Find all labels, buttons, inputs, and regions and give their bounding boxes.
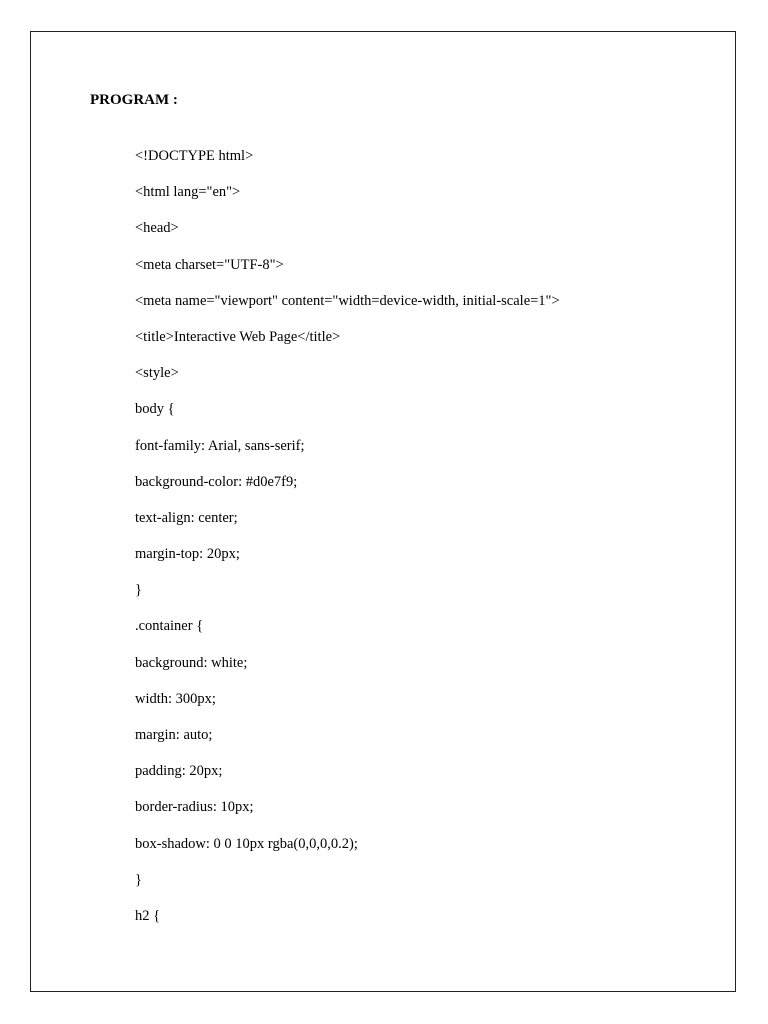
code-line: <!DOCTYPE html>: [135, 148, 254, 164]
program-heading: PROGRAM :: [90, 92, 178, 108]
code-line: }: [135, 871, 142, 888]
code-line: <title>Interactive Web Page</title>: [135, 328, 341, 345]
code-line: background: white;: [135, 654, 248, 671]
code-line: border-radius: 10px;: [135, 799, 254, 816]
code-line: <head>: [135, 220, 179, 237]
code-line: background-color: #d0e7f9;: [135, 473, 298, 490]
code-line: margin: auto;: [135, 727, 213, 743]
code-line: padding: 20px;: [135, 763, 223, 780]
code-line: width: 300px;: [135, 690, 216, 707]
code-line: margin-top: 20px;: [135, 546, 240, 563]
code-line: body {: [135, 401, 175, 418]
code-line: text-align: center;: [135, 509, 238, 526]
code-line: box-shadow: 0 0 10px rgba(0,0,0,0.2);: [135, 835, 358, 852]
code-line: .container {: [135, 618, 204, 635]
code-line: <style>: [135, 365, 179, 382]
code-line: <meta charset="UTF-8">: [135, 256, 284, 273]
code-listing: [135, 147, 560, 943]
code-line: }: [135, 582, 142, 599]
code-line: <meta name="viewport" content="width=device-width, initial-scale=1">: [135, 292, 560, 309]
code-line: <html lang="en">: [135, 184, 241, 201]
code-line: font-family: Arial, sans-serif;: [135, 437, 305, 454]
code-line: h2 {: [135, 907, 161, 924]
